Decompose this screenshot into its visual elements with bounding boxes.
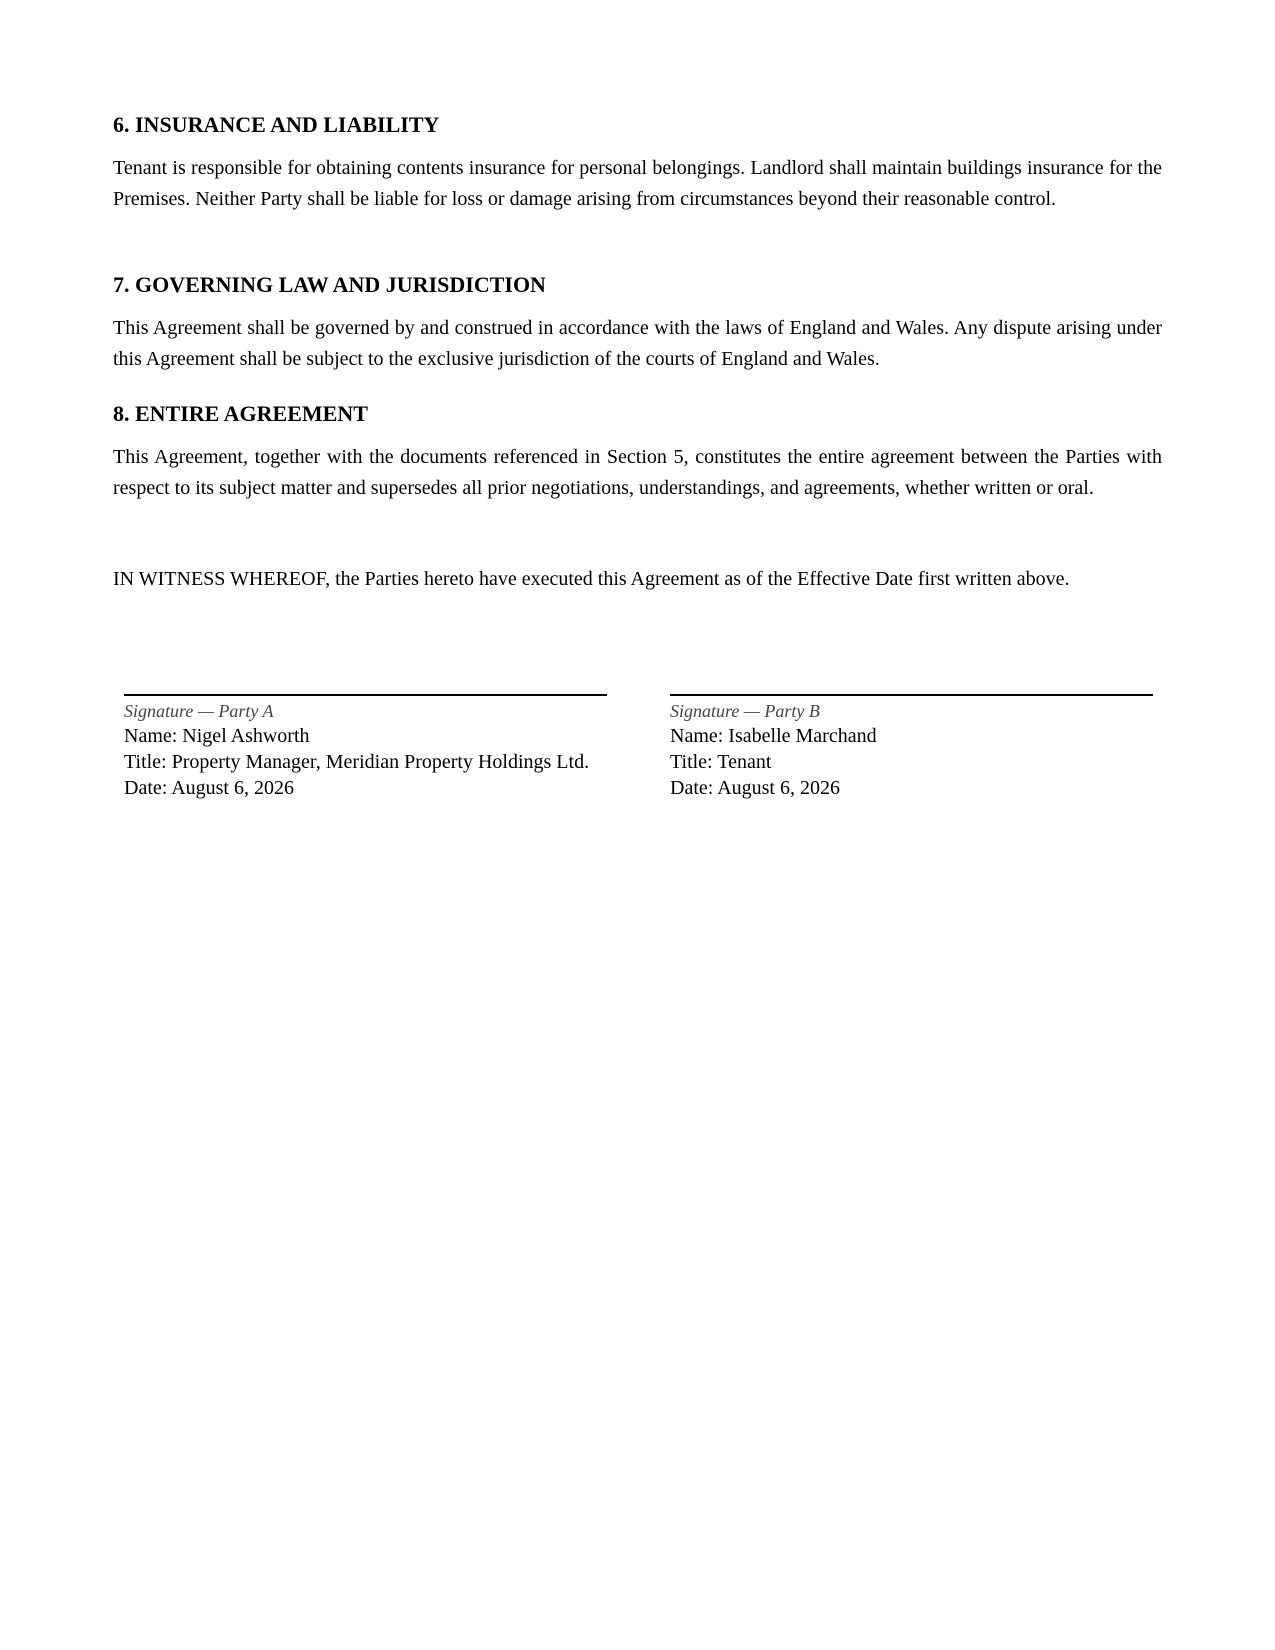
signature-caption-party-b: Signature — Party B [670, 701, 820, 721]
party-b-name: Name: Isabelle Marchand [670, 725, 877, 747]
party-b-date: Date: August 6, 2026 [670, 777, 840, 799]
section-8-title: 8. ENTIRE AGREEMENT [113, 401, 368, 426]
section-6-body: Tenant is responsible for obtaining contents insurance for personal belongings. Landlord shall maintain buildings insurance for the Premises. Neither Party shall be liable for loss or damage arising from circumstances beyond their reasonable control. [113, 157, 1162, 210]
signature-block-party-a [124, 694, 607, 801]
section-8-body: This Agreement, together with the documents referenced in Section 5, constitutes the entire agreement between the Parties with respect to its subject matter and supersedes all prior negotiations, understandings, and agreements, whether written or oral. [113, 446, 1162, 499]
signature-line-party-a [124, 694, 607, 696]
signature-block-party-b [670, 694, 1153, 801]
signature-line-party-b [670, 694, 1153, 696]
witness-clause: IN WITNESS WHEREOF, the Parties hereto have executed this Agreement as of the Effective Date first written above. [113, 568, 1070, 590]
signature-caption-party-a: Signature — Party A [124, 701, 274, 721]
section-6-title: 6. INSURANCE AND LIABILITY [113, 112, 440, 137]
section-7-body: This Agreement shall be governed by and construed in accordance with the laws of England and Wales. Any dispute arising under this Agreement shall be subject to the exclusive jurisdiction of the courts of England and Wales. [113, 317, 1162, 370]
party-a-name: Name: Nigel Ashworth [124, 725, 310, 747]
party-a-date: Date: August 6, 2026 [124, 777, 294, 799]
section-7-title: 7. GOVERNING LAW AND JURISDICTION [113, 272, 546, 297]
party-b-title: Title: Tenant [670, 751, 772, 773]
party-a-title: Title: Property Manager, Meridian Property Holdings Ltd. [124, 751, 590, 773]
